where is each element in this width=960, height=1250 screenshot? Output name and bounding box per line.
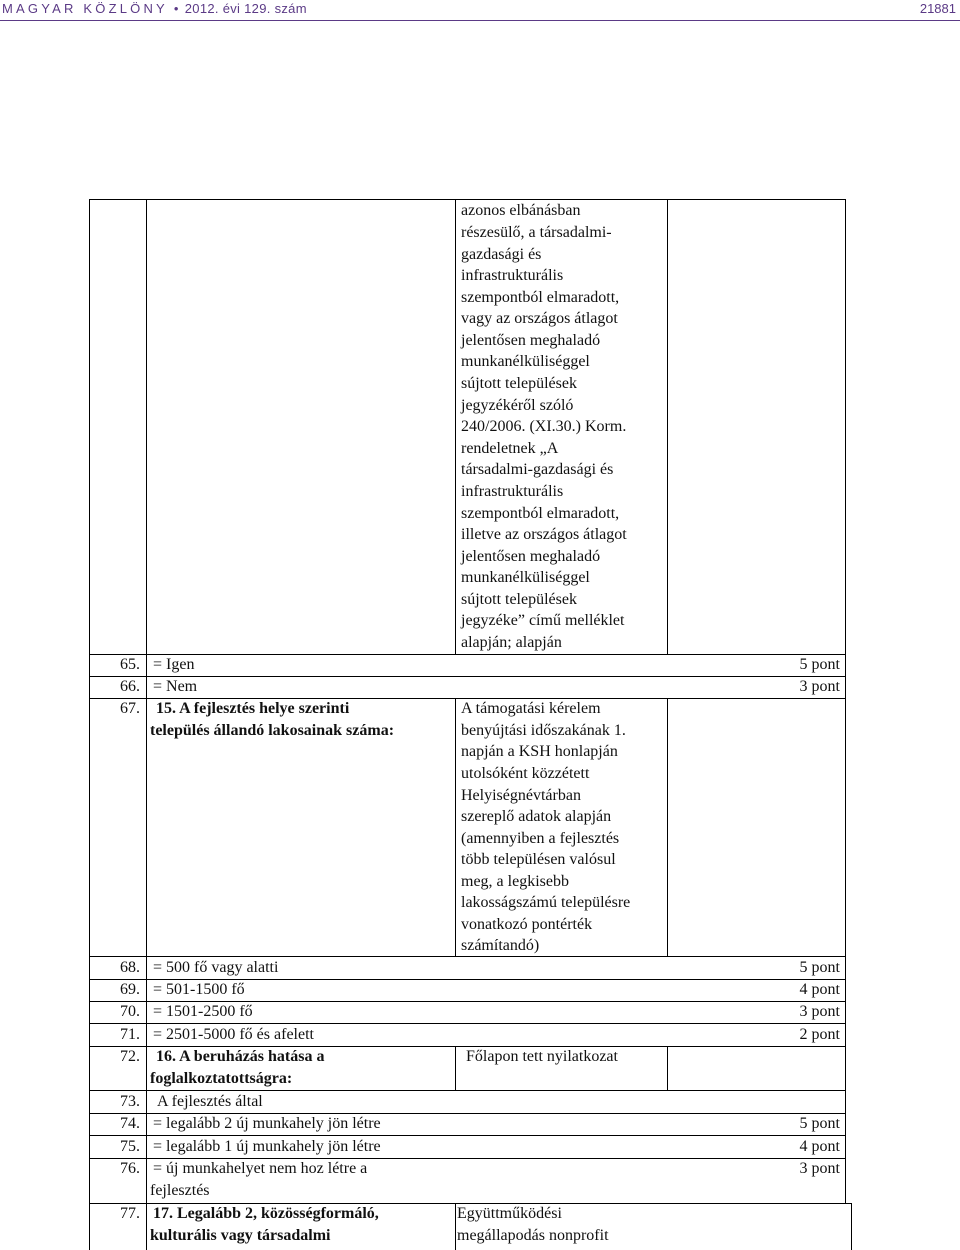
row-line [89, 654, 846, 655]
points-value: 4 pont [799, 981, 840, 998]
option-text: = 2501-5000 fő és afelett [153, 1026, 314, 1043]
criterion-title: 16. A beruházás hatása a [156, 1048, 325, 1065]
description-line: 240/2006. (XI.30.) Korm. [461, 418, 627, 435]
row-number: 66. [120, 678, 140, 695]
description-line: A támogatási kérelem [461, 700, 601, 717]
row-number: 71. [120, 1026, 140, 1043]
description-line: utolsóként közzétett [461, 765, 590, 782]
option-text: = legalább 2 új munkahely jön létre [153, 1115, 381, 1132]
description-line: sújtott települések [461, 591, 577, 608]
bullet-separator: • [173, 1, 179, 16]
description-line: jegyzékéről szóló [461, 397, 574, 414]
description-line: munkanélküliséggel [461, 353, 590, 370]
column-divider [146, 199, 147, 1250]
option-text: = 500 fő vagy alatti [153, 959, 279, 976]
criterion-title: kulturális vagy társadalmi [150, 1227, 331, 1244]
criterion-title: 15. A fejlesztés helye szerinti [156, 700, 350, 717]
description-line: rendeletnek „A [461, 440, 559, 457]
points-value: 3 pont [799, 1160, 840, 1177]
table-border-right [845, 199, 846, 1203]
description-line: (amennyiben a fejlesztés [461, 830, 620, 847]
description-line: munkanélküliséggel [461, 569, 590, 586]
description-line: alapján; alapján [461, 634, 562, 651]
description-line: számítandó) [461, 937, 540, 954]
row-number: 69. [120, 981, 140, 998]
description-line: szempontból elmaradott, [461, 289, 620, 306]
description-line: meg, a legkisebb [461, 873, 569, 890]
option-text: = 501-1500 fő [153, 981, 245, 998]
description-line: sújtott települések [461, 375, 577, 392]
description-line: részesülő, a társadalmi- [461, 224, 612, 241]
table-border-left [89, 199, 90, 1250]
points-value: 2 pont [799, 1026, 840, 1043]
description-line: lakosságszámú településre [461, 894, 631, 911]
description-line: szempontból elmaradott, [461, 505, 620, 522]
option-text: = legalább 1 új munkahely jön létre [153, 1138, 381, 1155]
description-line: infrastrukturális [461, 267, 564, 284]
option-text: = Igen [153, 656, 195, 673]
description-line: jegyzéke” című melléklet [461, 612, 625, 629]
description-line: gazdasági és [461, 246, 542, 263]
option-text: = Nem [153, 678, 198, 695]
column-divider [455, 1203, 456, 1250]
points-value: 4 pont [799, 1138, 840, 1155]
column-divider [667, 199, 668, 655]
description-line: vonatkozó pontérték [461, 916, 593, 933]
row-line [89, 676, 846, 677]
table-border-right [851, 1203, 852, 1250]
criterion-title: foglalkoztatottságra: [150, 1070, 293, 1087]
row-number: 65. [120, 656, 140, 673]
description-line: szereplő adatok alapján [461, 808, 612, 825]
column-divider [455, 199, 456, 655]
points-value: 3 pont [799, 678, 840, 695]
description-line: azonos elbánásban [461, 202, 581, 219]
criterion-title: 17. Legalább 2, közösségformáló, [153, 1205, 379, 1222]
description-line: Helyiségnévtárban [461, 787, 581, 804]
option-text: fejlesztés [150, 1182, 210, 1199]
description-line: társadalmi-gazdasági és [461, 461, 614, 478]
column-divider [455, 1046, 456, 1090]
criterion-title: település állandó lakosainak száma: [150, 722, 395, 739]
row-number: 75. [120, 1138, 140, 1155]
points-value: 5 pont [799, 959, 840, 976]
row-number: 74. [120, 1115, 140, 1132]
description-line: jelentősen meghaladó [461, 332, 601, 349]
points-value: 5 pont [799, 1115, 840, 1132]
row-number: 67. [120, 700, 140, 717]
description-line: illetve az országos átlagot [461, 526, 627, 543]
row-number: 76. [120, 1160, 140, 1177]
description-line: jelentősen meghaladó [461, 548, 601, 565]
description-line: infrastrukturális [461, 483, 564, 500]
description-line: benyújtási időszakának 1. [461, 722, 626, 739]
description-line: Együttműködési [457, 1205, 562, 1222]
description-line: vagy az országos átlagot [461, 310, 618, 327]
description-line: megállapodás nonprofit [457, 1227, 609, 1244]
points-value: 3 pont [799, 1003, 840, 1020]
description-line: Főlapon tett nyilatkozat [466, 1048, 618, 1065]
row-number: 73. [120, 1093, 140, 1110]
row-number: 68. [120, 959, 140, 976]
option-text: = 1501-2500 fő [153, 1003, 253, 1020]
row-number: 72. [120, 1048, 140, 1065]
journal-name: MAGYAR KÖZLÖNY [2, 1, 168, 16]
page-number: 21881 [919, 1, 956, 16]
issue-label: 2012. évi 129. szám [184, 1, 307, 16]
column-divider [667, 1046, 668, 1090]
description-line: napján a KSH honlapján [461, 743, 618, 760]
description-line: több településen valósul [461, 851, 616, 868]
option-text: A fejlesztés által [157, 1093, 263, 1110]
row-number: 70. [120, 1003, 140, 1020]
option-text: = új munkahelyet nem hoz létre a [153, 1160, 368, 1177]
row-number: 77. [120, 1205, 140, 1222]
points-value: 5 pont [799, 656, 840, 673]
column-divider [667, 698, 668, 956]
column-divider [455, 698, 456, 956]
